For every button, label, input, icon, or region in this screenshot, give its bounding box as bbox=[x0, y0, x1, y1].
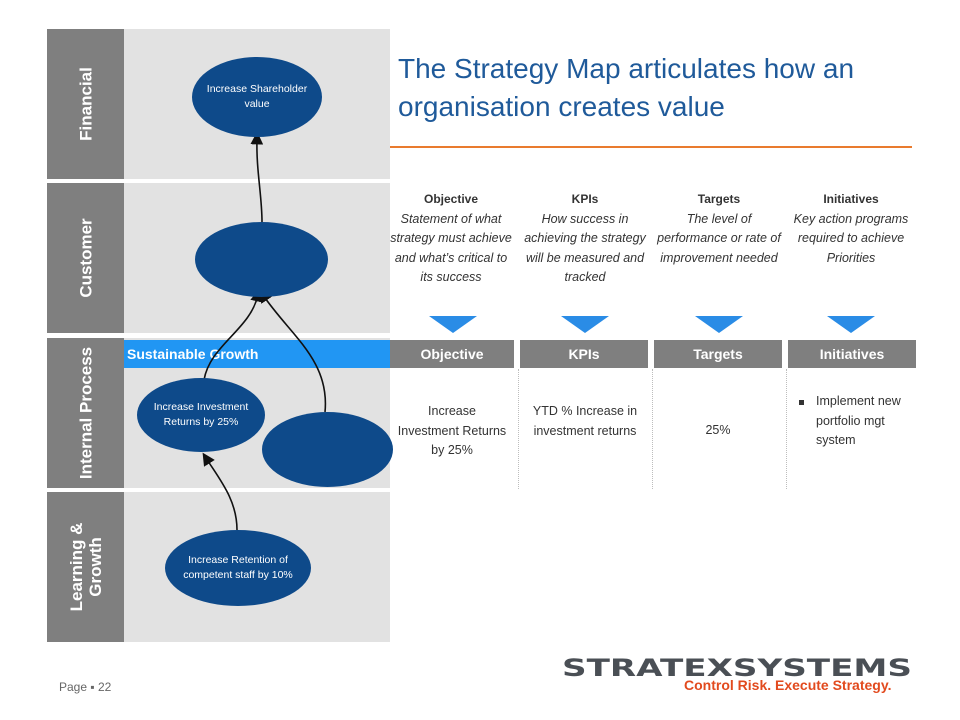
column-desc-objective bbox=[389, 190, 513, 288]
node-increase-investment-returns[interactable]: Increase Investment Returns by 25% bbox=[137, 378, 265, 452]
logo-wordmark: STRATEXSYSTEMS bbox=[562, 654, 912, 680]
column-desc-heading: Objective bbox=[423, 192, 479, 206]
node-increase-shareholder-value[interactable]: Increase Shareholder value bbox=[192, 57, 322, 137]
arrow-process-to-customer bbox=[263, 295, 325, 412]
title-divider bbox=[390, 146, 912, 148]
lane-label-text: Learning & Growth bbox=[66, 522, 105, 612]
down-arrow-icon bbox=[429, 316, 477, 333]
down-arrow-icon bbox=[561, 316, 609, 333]
page-title: The Strategy Map articulates how an organisation creates value bbox=[398, 53, 855, 122]
column-desc-targets bbox=[657, 190, 781, 268]
lane-label-text: Customer bbox=[76, 218, 95, 298]
column-desc-text: Key action programs required to achieve Priorities bbox=[793, 211, 909, 265]
arrow-retention-to-investment bbox=[206, 458, 237, 530]
down-arrow-icon bbox=[827, 316, 875, 333]
header-objective: Objective bbox=[390, 340, 514, 368]
column-divider bbox=[518, 369, 519, 489]
header-kpis: KPIs bbox=[520, 340, 648, 368]
column-desc-text: How success in achieving the strategy will be measured and tracked bbox=[524, 211, 646, 284]
arrow-customer-to-shareholder bbox=[257, 138, 262, 222]
column-desc-heading: Initiatives bbox=[823, 192, 879, 206]
column-divider bbox=[786, 369, 787, 489]
down-arrow-icon bbox=[695, 316, 743, 333]
cell-kpi: YTD % Increase in investment returns bbox=[532, 404, 638, 438]
cell-initiative bbox=[802, 392, 902, 451]
cell-target: 25% bbox=[705, 423, 731, 437]
logo-tagline: Control Risk. Execute Strategy. bbox=[684, 677, 892, 693]
node-internal-process-2[interactable] bbox=[262, 412, 393, 487]
node-increase-retention[interactable]: Increase Retention of competent staff by 10% bbox=[165, 530, 311, 606]
lane-label-text: Financial bbox=[76, 67, 95, 141]
bullet-icon bbox=[799, 400, 804, 405]
column-divider bbox=[652, 369, 653, 489]
column-desc-initiatives bbox=[789, 190, 913, 268]
arrow-investment-to-customer bbox=[204, 295, 258, 380]
sustainable-growth-label: Sustainable Growth bbox=[127, 346, 259, 362]
header-targets: Targets bbox=[654, 340, 782, 368]
column-desc-text: Statement of what strategy must achieve and what’s critical to its success bbox=[390, 211, 512, 284]
node-customer-objective[interactable] bbox=[195, 222, 328, 297]
header-initiatives: Initiatives bbox=[788, 340, 916, 368]
cell-objective: Increase Investment Returns by 25% bbox=[397, 404, 507, 457]
page-number: Page ▪ 22 bbox=[59, 680, 112, 694]
initiative-text: Implement new portfolio mgt system bbox=[816, 394, 901, 447]
column-desc-kpis bbox=[523, 190, 647, 288]
column-desc-text: The level of performance or rate of improvement needed bbox=[657, 211, 781, 265]
column-desc-heading: KPIs bbox=[571, 192, 599, 206]
column-desc-heading: Targets bbox=[697, 192, 741, 206]
lane-label-text: Internal Process bbox=[76, 346, 95, 480]
